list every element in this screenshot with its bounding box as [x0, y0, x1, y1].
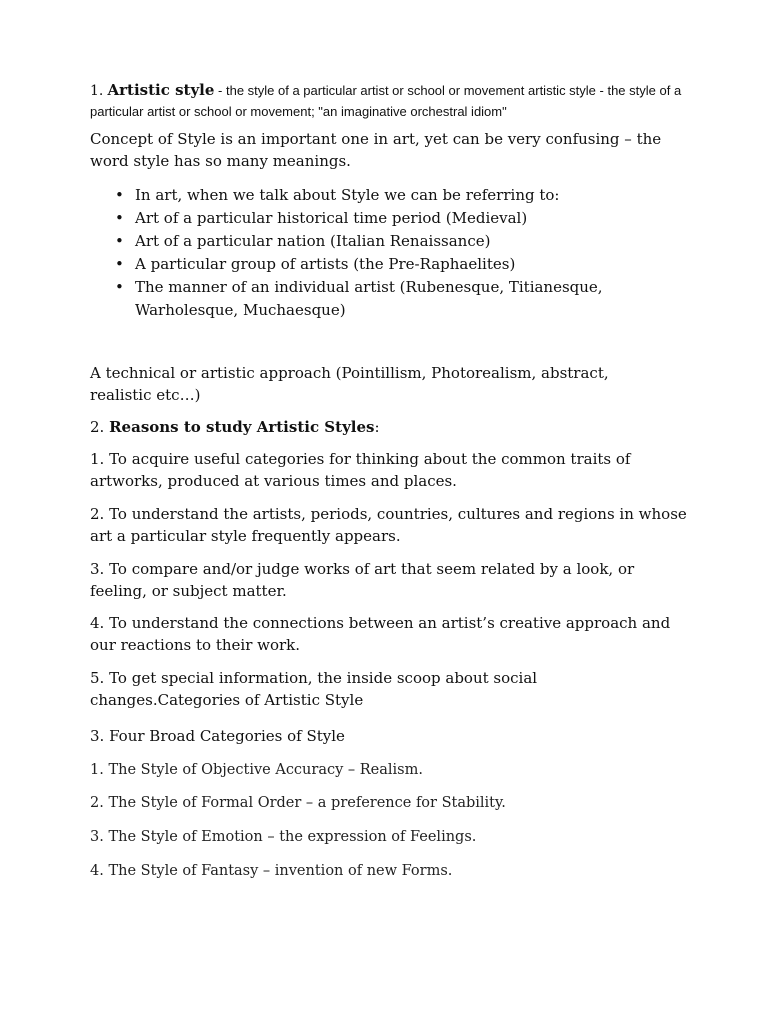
style-reference-list: [90, 184, 650, 322]
category-item: 1. The Style of Objective Accuracy – Realism.: [90, 762, 423, 778]
reason-item: 3. To compare and/or judge works of art that seem related by a look, or feeling, or subject matter.: [90, 560, 635, 600]
category-item: 4. The Style of Fantasy – invention of new Forms.: [90, 863, 453, 879]
list-item: • A particular group of artists (the Pre-Raphaelites): [90, 253, 650, 276]
reason-item: 2. To understand the artists, periods, countries, cultures and regions in whose art a particular style frequently appears.: [90, 505, 687, 545]
reason-item: 4. To understand the connections between an artist’s creative approach and our reactions to their work.: [90, 614, 671, 654]
list-item: • In art, when we talk about Style we can be referring to:: [90, 184, 650, 207]
technical-approach-paragraph: A technical or artistic approach (Pointillism, Photorealism, abstract, realistic etc…): [90, 364, 609, 404]
definition-term: Artistic style: [107, 81, 215, 99]
concept-paragraph: Concept of Style is an important one in art, yet can be very confusing – the word style has so many meanings.: [90, 130, 662, 170]
artistic-style-definition: [90, 80, 690, 123]
reasons-heading-colon: :: [374, 418, 380, 436]
reasons-heading: [90, 416, 690, 438]
definition-number: 1.: [90, 83, 104, 99]
list-item: • Art of a particular nation (Italian Renaissance): [90, 230, 650, 253]
category-item: 2. The Style of Formal Order – a preference for Stability.: [90, 795, 506, 811]
category-item: 3. The Style of Emotion – the expression of Feelings.: [90, 829, 477, 845]
definition-text: - the style of a particular artist or school or movement artistic style - the style of a particular artist or school or movement; "an imaginative orchestral idiom": [90, 83, 682, 119]
reasons-heading-text: Reasons to study Artistic Styles: [109, 418, 375, 436]
list-item: • Art of a particular historical time period (Medieval): [90, 207, 650, 230]
categories-heading: 3. Four Broad Categories of Style: [90, 727, 345, 745]
reason-item: 1. To acquire useful categories for thinking about the common traits of artworks, produced at various times and places.: [90, 450, 631, 490]
list-item: • The manner of an individual artist (Rubenesque, Titianesque, Warholesque, Muchaesque): [90, 276, 650, 322]
reasons-heading-number: 2.: [90, 418, 105, 436]
reason-item: 5. To get special information, the inside scoop about social changes.Categories of Artistic Style: [90, 669, 538, 709]
